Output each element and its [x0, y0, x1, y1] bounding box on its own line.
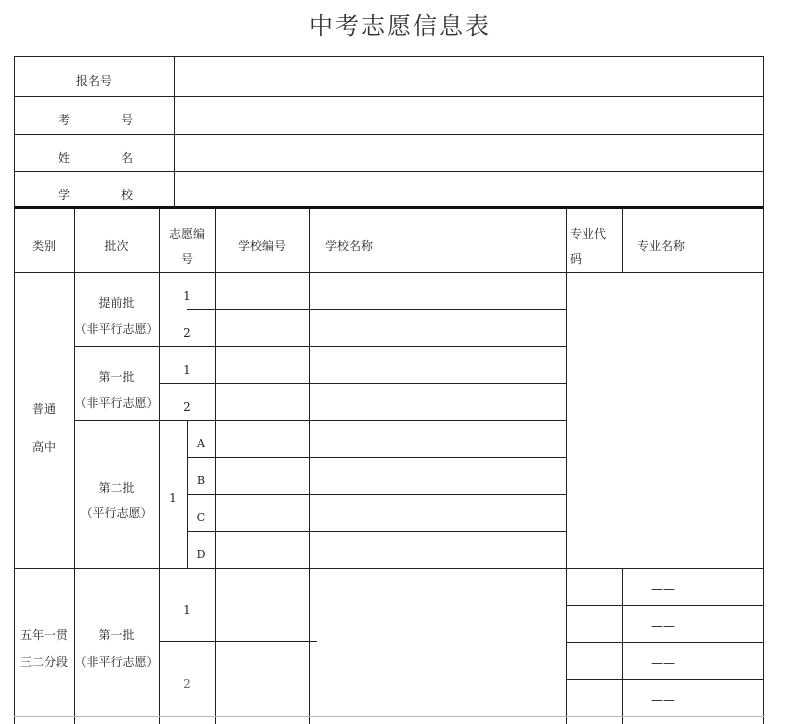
school-name-cell[interactable]	[310, 384, 566, 420]
school-code-cell[interactable]	[216, 642, 309, 716]
category-high-school-line2: 高中	[31, 440, 56, 454]
major-code-cell[interactable]	[567, 643, 622, 679]
school-code-cell[interactable]	[216, 347, 309, 383]
major-code-cell[interactable]	[567, 606, 622, 642]
registration-no-field[interactable]	[176, 58, 762, 95]
name-field[interactable]	[176, 136, 762, 170]
header-major-name: 专业名称	[637, 239, 686, 253]
header-batch: 批次	[104, 239, 129, 253]
batch-second-name: 第二批	[98, 481, 135, 495]
school-code-cell[interactable]	[216, 384, 309, 420]
school-name-cell[interactable]	[310, 421, 566, 457]
batch-second-note: （平行志愿）	[80, 506, 153, 520]
school-code-cell[interactable]	[216, 495, 309, 531]
label-name-part1: 姓	[58, 151, 71, 165]
column-divider	[174, 56, 175, 208]
choice-number: 1	[183, 289, 191, 303]
form-title: 中考志愿信息表	[309, 12, 491, 40]
table-border-left	[14, 56, 15, 724]
header-choice-no-line1: 志愿编	[168, 227, 205, 241]
row-divider	[14, 716, 764, 717]
label-name-part2: 名	[121, 151, 134, 165]
header-school-name: 学校名称	[325, 239, 374, 253]
major-code-cell[interactable]	[567, 680, 622, 716]
header-major-code-line2: 码	[570, 252, 583, 266]
school-code-cell[interactable]	[216, 532, 309, 568]
school-field[interactable]	[176, 173, 762, 205]
table-border-top	[14, 56, 764, 57]
major-placeholder-dash: ——	[651, 582, 675, 596]
school-code-cell[interactable]	[216, 310, 309, 346]
batch-first-note: （非平行志愿）	[74, 396, 159, 410]
vocational-batch-name: 第一批	[98, 628, 135, 642]
header-school-code: 学校编号	[237, 239, 286, 253]
row-divider	[14, 96, 764, 97]
row-divider	[14, 134, 764, 135]
vocational-batch-note: （非平行志愿）	[74, 655, 159, 669]
choice-group-number: 1	[169, 491, 177, 505]
school-code-cell[interactable]	[216, 421, 309, 457]
school-name-cell[interactable]	[310, 347, 566, 383]
choice-letter: A	[197, 437, 205, 450]
label-exam-no-part1: 考	[58, 113, 71, 127]
header-choice-no-line2: 号	[180, 252, 193, 266]
major-placeholder-dash: ——	[651, 693, 675, 707]
category-vocational-line1: 五年一贯	[19, 628, 68, 642]
category-high-school-line1: 普通	[31, 402, 56, 416]
school-code-cell[interactable]	[216, 458, 309, 494]
school-name-cell[interactable]	[310, 495, 566, 531]
choice-number: 1	[183, 603, 191, 617]
row-divider	[14, 171, 764, 172]
school-code-cell[interactable]	[216, 273, 309, 309]
label-school-part1: 学	[58, 188, 71, 202]
category-vocational-line2: 三二分段	[19, 655, 68, 669]
school-name-cell[interactable]	[310, 532, 566, 568]
exam-no-field[interactable]	[176, 98, 762, 133]
section-divider	[14, 206, 764, 209]
label-registration-no: 报名号	[75, 74, 112, 88]
batch-early-name: 提前批	[98, 296, 135, 310]
choice-number: 2	[183, 400, 191, 414]
header-major-code-line1: 专业代	[570, 227, 607, 241]
header-category: 类别	[31, 239, 56, 253]
choice-number: 1	[183, 363, 191, 377]
school-name-cell[interactable]	[310, 310, 566, 346]
school-name-cell[interactable]	[310, 569, 566, 641]
major-placeholder-dash: ——	[651, 619, 675, 633]
column-divider	[622, 208, 623, 272]
choice-number: 2	[183, 326, 191, 340]
choice-letter: D	[196, 548, 206, 561]
school-code-cell[interactable]	[216, 569, 309, 641]
batch-early-note: （非平行志愿）	[74, 322, 159, 336]
batch-first-name: 第一批	[98, 370, 135, 384]
column-divider	[74, 208, 75, 724]
major-placeholder-dash: ——	[651, 656, 675, 670]
column-divider	[159, 208, 160, 724]
major-cell-merged[interactable]	[567, 273, 763, 568]
choice-letter: B	[196, 474, 206, 487]
major-code-cell[interactable]	[567, 569, 622, 605]
choice-number: 2	[183, 677, 191, 691]
label-school-part2: 校	[121, 188, 134, 202]
school-name-cell[interactable]	[310, 642, 566, 716]
label-exam-no-part2: 号	[121, 113, 134, 127]
choice-letter: C	[196, 511, 206, 524]
school-name-cell[interactable]	[310, 273, 566, 309]
school-name-cell[interactable]	[310, 458, 566, 494]
table-border-right	[763, 56, 764, 724]
